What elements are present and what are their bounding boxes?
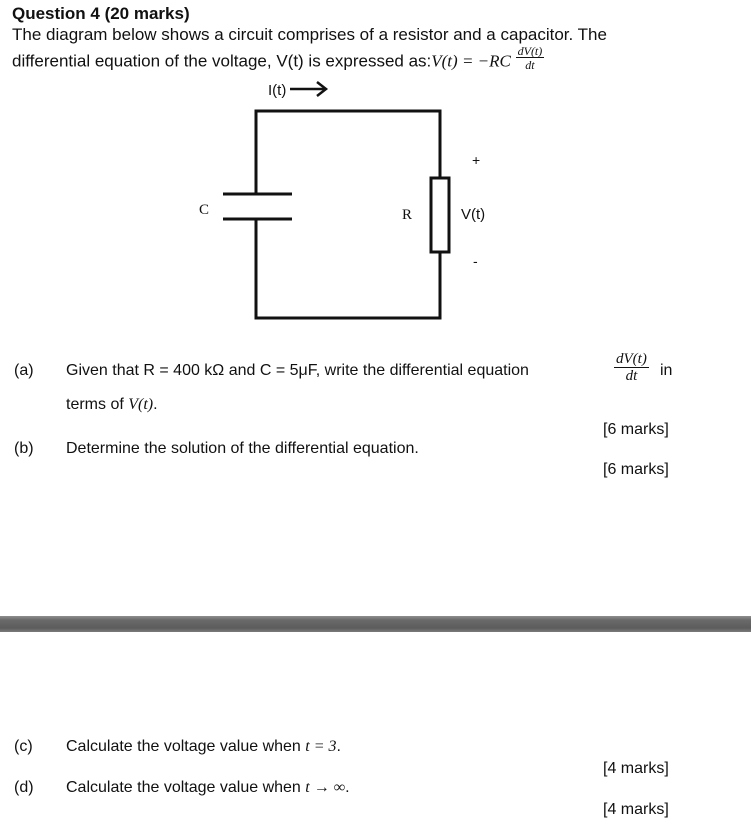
resistor-label: R — [402, 207, 413, 223]
intro-line-2-text: differential equation of the voltage, V(t) is expressed as: — [12, 51, 432, 71]
part-a-text-in: in — [660, 362, 673, 379]
part-a-line2 — [66, 396, 158, 414]
part-a-label: (a) — [14, 362, 34, 379]
part-c-math: t = 3 — [305, 738, 337, 755]
part-a-fraction — [614, 352, 649, 384]
part-a-line2-period: . — [153, 396, 158, 413]
wire-top — [256, 111, 440, 193]
plus-sign: + — [472, 152, 481, 168]
part-d-math: t → ∞ — [305, 779, 346, 796]
minus-sign: - — [473, 253, 478, 269]
equation-fraction-numerator: dV(t) — [517, 44, 543, 58]
part-d-text-pre: Calculate the voltage value when — [66, 779, 301, 796]
part-a-fraction-denominator: dt — [625, 368, 638, 384]
part-a-fraction-numerator: dV(t) — [616, 351, 647, 367]
voltage-label: V(t) — [461, 206, 486, 223]
part-d-label: (d) — [14, 779, 34, 796]
resistor-body — [431, 178, 449, 252]
part-a-text: Given that R = 400 kΩ and C = 5μF, write the differential equation — [66, 362, 529, 379]
part-b-label: (b) — [14, 440, 34, 457]
part-b-marks: [6 marks] — [603, 461, 669, 478]
part-c-period: . — [336, 738, 341, 755]
part-d-period: . — [345, 779, 350, 796]
part-a-line2-text: terms of — [66, 396, 124, 413]
part-d-marks: [4 marks] — [603, 801, 669, 818]
capacitor-label: C — [199, 202, 210, 218]
current-label: I(t) — [268, 82, 287, 99]
intro-line-1: The diagram below shows a circuit comprises of a resistor and a capacitor. The — [12, 25, 607, 44]
part-b-text: Determine the solution of the differential equation. — [66, 440, 419, 457]
part-c-label: (c) — [14, 738, 33, 755]
equation-lhs: V(t) = −RC — [431, 51, 511, 71]
wire-bottom — [256, 220, 440, 318]
part-a-marks: [6 marks] — [603, 421, 669, 438]
part-c-text-pre: Calculate the voltage value when — [66, 738, 301, 755]
part-d-text — [66, 779, 350, 797]
part-a-line2-math: V(t) — [128, 396, 154, 413]
part-c-text — [66, 738, 341, 756]
equation-fraction-denominator: dt — [525, 58, 535, 72]
part-c-marks: [4 marks] — [603, 760, 669, 777]
page-divider — [0, 616, 751, 632]
question-title: Question 4 (20 marks) — [12, 4, 190, 23]
